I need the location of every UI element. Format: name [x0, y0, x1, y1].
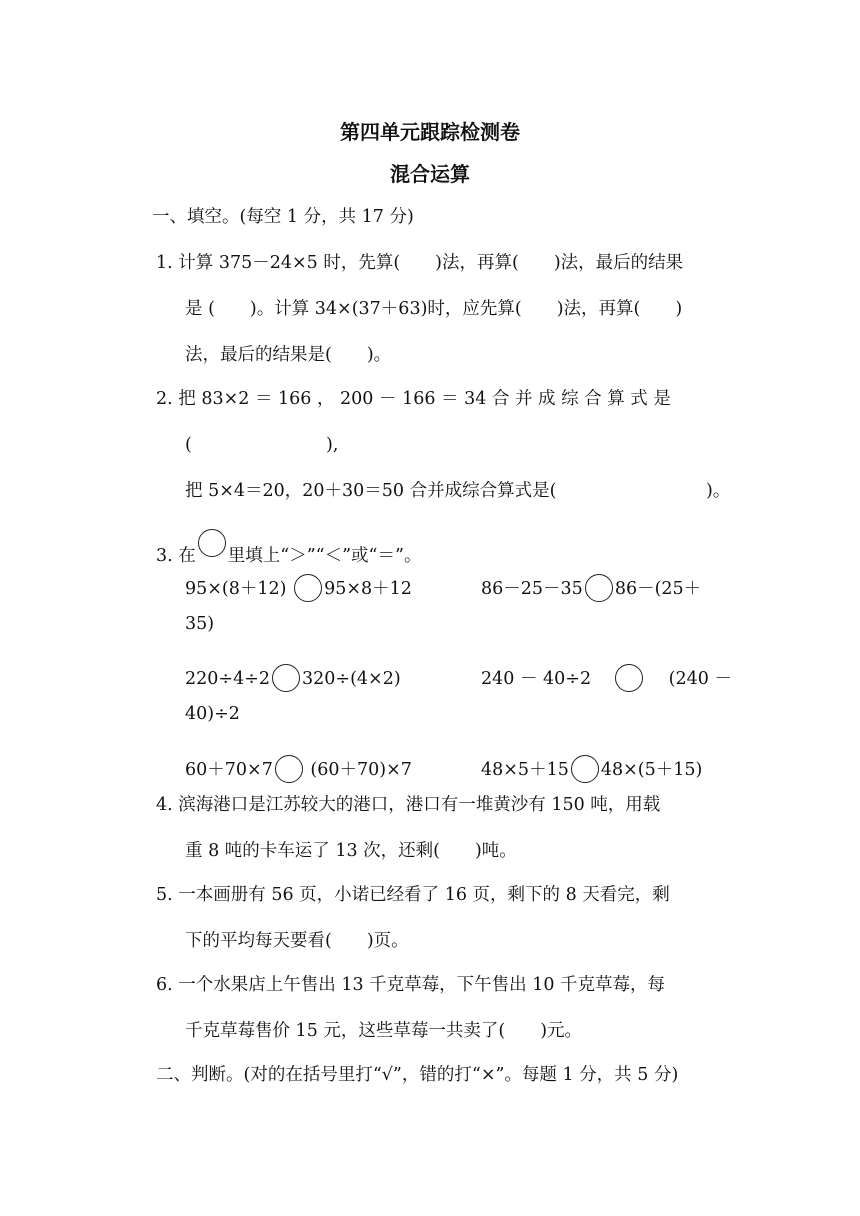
q4-line1: 4. 滨海港口是江苏较大的港口，港口有一堆黄沙有 150 吨，用载 — [156, 795, 661, 815]
expr-left: 48×5＋15 — [481, 760, 569, 780]
expr-right: 95×8＋12 — [324, 579, 412, 599]
q2-line1 — [156, 387, 730, 411]
q6-line1: 6. 一个水果店上午售出 13 千克草莓，下午售出 10 千克草莓，每 — [156, 975, 666, 995]
q3-row1-left — [185, 574, 412, 602]
q2-line3-text: 把 5×4＝20，20＋30＝50 合并成综合算式是( — [185, 481, 557, 501]
q3-row3-left — [185, 755, 412, 783]
answer-circle[interactable] — [275, 755, 303, 783]
q2-line1-text: 2. 把 83×2 ＝ 166 ， 200 － 166 ＝ 34 合 并 成 综 合 算 式 是 — [156, 389, 671, 409]
q3-row2-left — [185, 664, 401, 692]
answer-circle[interactable] — [615, 664, 643, 692]
answer-circle[interactable] — [198, 529, 226, 557]
q3-row1-right — [481, 574, 701, 602]
q5-line2: 下的平均每天要看( )页。 — [185, 931, 409, 951]
expr-left: 60＋70×7 — [185, 760, 273, 780]
q3-row2-continuation: 40)÷2 — [185, 704, 240, 724]
answer-circle[interactable] — [272, 664, 300, 692]
answer-circle[interactable] — [585, 574, 613, 602]
q3-instruction — [156, 529, 421, 568]
page-title: 第四单元跟踪检测卷 — [340, 120, 520, 144]
answer-circle[interactable] — [294, 574, 322, 602]
page-subtitle: 混合运算 — [390, 162, 470, 186]
q3-row1-continuation: 35) — [185, 614, 215, 634]
q2-line2-open: ( — [185, 435, 192, 455]
q3-row3-right — [481, 755, 702, 783]
expr-left: 240 － 40÷2 — [481, 669, 592, 689]
expr-left: 220÷4÷2 — [185, 669, 270, 689]
q4-line2: 重 8 吨的卡车运了 13 次，还剩( )吨。 — [185, 841, 517, 861]
q3-suffix: 里填上“＞”“＜”或“＝”。 — [227, 546, 422, 566]
q2-line2-close: ), — [326, 435, 339, 455]
q3-row2-right — [481, 664, 730, 692]
expr-left: 86－25－35 — [481, 579, 583, 599]
section2-heading: 二、判断。(对的在括号里打“√”，错的打“×”。每题 1 分，共 5 分) — [156, 1065, 679, 1085]
expr-right: 48×(5＋15) — [600, 760, 703, 780]
q1-line2: 是 ( )。计算 34×(37＋63)时，应先算( )法，再算( ) — [185, 299, 683, 319]
expr-right: (60＋70)×7 — [310, 760, 412, 780]
answer-circle[interactable] — [571, 755, 599, 783]
expr-right: 320÷(4×2) — [302, 669, 401, 689]
q2-line3-close: )。 — [706, 481, 731, 501]
q1-line1: 1. 计算 375－24×5 时，先算( )法，再算( )法，最后的结果 — [156, 253, 684, 273]
section1-heading: 一、填空。(每空 1 分，共 17 分) — [152, 207, 414, 227]
expr-right: 86－(25＋ — [614, 579, 702, 599]
expr-left: 95×(8＋12) — [185, 579, 287, 599]
q1-line3: 法，最后的结果是( )。 — [185, 345, 392, 365]
q5-line1: 5. 一本画册有 56 页，小诺已经看了 16 页，剩下的 8 天看完，剩 — [156, 885, 670, 905]
expr-right: (240 － — [668, 669, 732, 689]
q6-line2: 千克草莓售价 15 元，这些草莓一共卖了( )元。 — [185, 1021, 583, 1041]
q3-prefix: 3. 在 — [156, 546, 196, 566]
